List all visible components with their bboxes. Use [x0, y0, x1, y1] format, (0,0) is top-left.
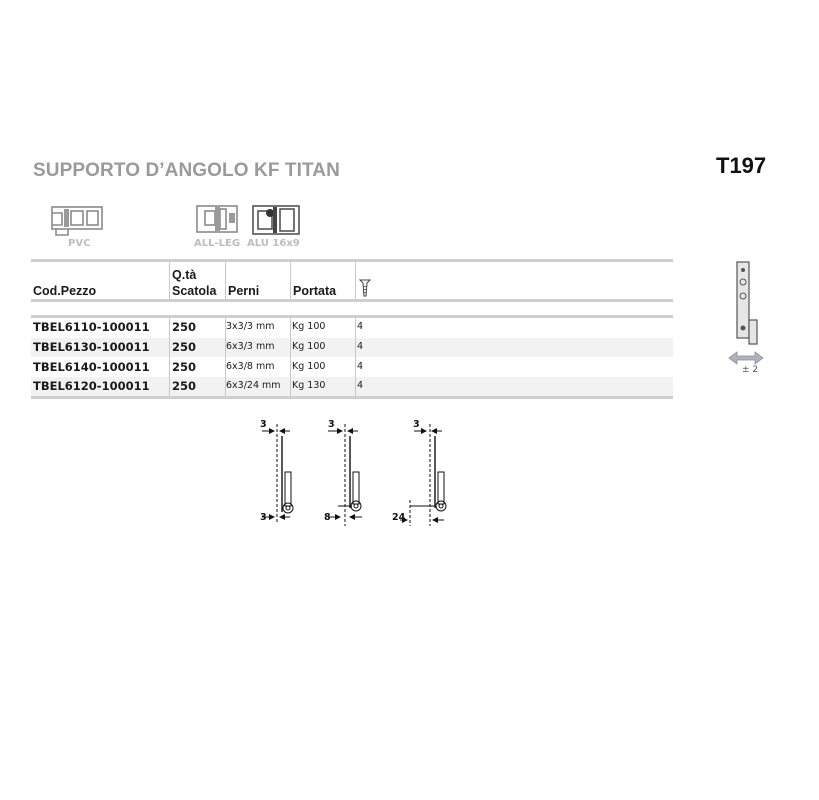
all-leg-label: ALL-LEG	[194, 238, 241, 249]
cell-qty: 250	[172, 360, 197, 374]
col-sep	[169, 318, 170, 396]
cell-qty: 250	[172, 320, 197, 334]
pvc-profile-icon	[46, 203, 110, 239]
cell-code: TBEL6130-100011	[33, 340, 150, 354]
drawing-1-top-dim: 3	[260, 419, 267, 430]
col-sep	[225, 262, 226, 299]
cell-code: TBEL6110-100011	[33, 320, 150, 334]
cell-portata: Kg 100	[292, 341, 326, 352]
drawing-3-bottom-dim: 24	[392, 512, 406, 523]
header-portata: Portata	[293, 284, 337, 298]
col-sep	[169, 262, 170, 299]
drawing-1-bottom-dim: 3	[260, 512, 267, 523]
drawing-3	[400, 424, 446, 526]
table-row	[31, 338, 673, 357]
dimension-drawings	[250, 412, 480, 537]
table-row	[31, 377, 673, 396]
cell-perni: 6x3/3 mm	[226, 341, 275, 352]
col-sep	[355, 262, 356, 299]
cell-portata: Kg 100	[292, 361, 326, 372]
all-leg-profile-icon	[193, 203, 241, 239]
table-top-rule	[31, 259, 673, 262]
drawing-3-top-dim: 3	[413, 419, 420, 430]
alu-label: ALU 16x9	[247, 238, 300, 249]
header-scatola: Scatola	[172, 284, 217, 298]
screw-icon	[359, 278, 371, 298]
header-qta: Q.tà	[172, 268, 197, 282]
page-title: SUPPORTO D’ANGOLO KF TITAN	[33, 160, 340, 181]
product-code: T197	[716, 153, 767, 178]
cell-qty: 250	[172, 340, 197, 354]
header-bottom-rule	[31, 299, 673, 302]
cell-code: TBEL6140-100011	[33, 360, 150, 374]
drawing-2	[328, 424, 362, 526]
cell-portata: Kg 130	[292, 380, 326, 391]
table-row	[31, 358, 673, 377]
cell-qty: 250	[172, 379, 197, 393]
alu-profile-icon	[250, 203, 302, 239]
col-sep	[225, 318, 226, 396]
drawing-1	[262, 424, 293, 524]
col-sep	[290, 262, 291, 299]
header-perni: Perni	[228, 284, 260, 298]
cell-screws: 4	[357, 361, 364, 372]
cell-perni: 3x3/3 mm	[226, 321, 275, 332]
cell-perni: 6x3/8 mm	[226, 361, 275, 372]
cell-portata: Kg 100	[292, 321, 326, 332]
cell-code: TBEL6120-100011	[33, 379, 150, 393]
corner-support-icon	[725, 258, 769, 370]
pvc-label: PVC	[68, 238, 91, 249]
drawing-2-bottom-dim: 8	[324, 512, 331, 523]
drawing-2-top-dim: 3	[328, 419, 335, 430]
header-cod-pezzo: Cod.Pezzo	[33, 284, 97, 298]
table-row	[31, 318, 673, 337]
col-sep	[290, 318, 291, 396]
cell-perni: 6x3/24 mm	[226, 380, 281, 391]
adjust-label: ± 2	[742, 365, 759, 375]
col-sep	[355, 318, 356, 396]
cell-screws: 4	[357, 321, 364, 332]
cell-screws: 4	[357, 341, 364, 352]
cell-screws: 4	[357, 380, 364, 391]
table-bottom-rule	[31, 396, 673, 399]
